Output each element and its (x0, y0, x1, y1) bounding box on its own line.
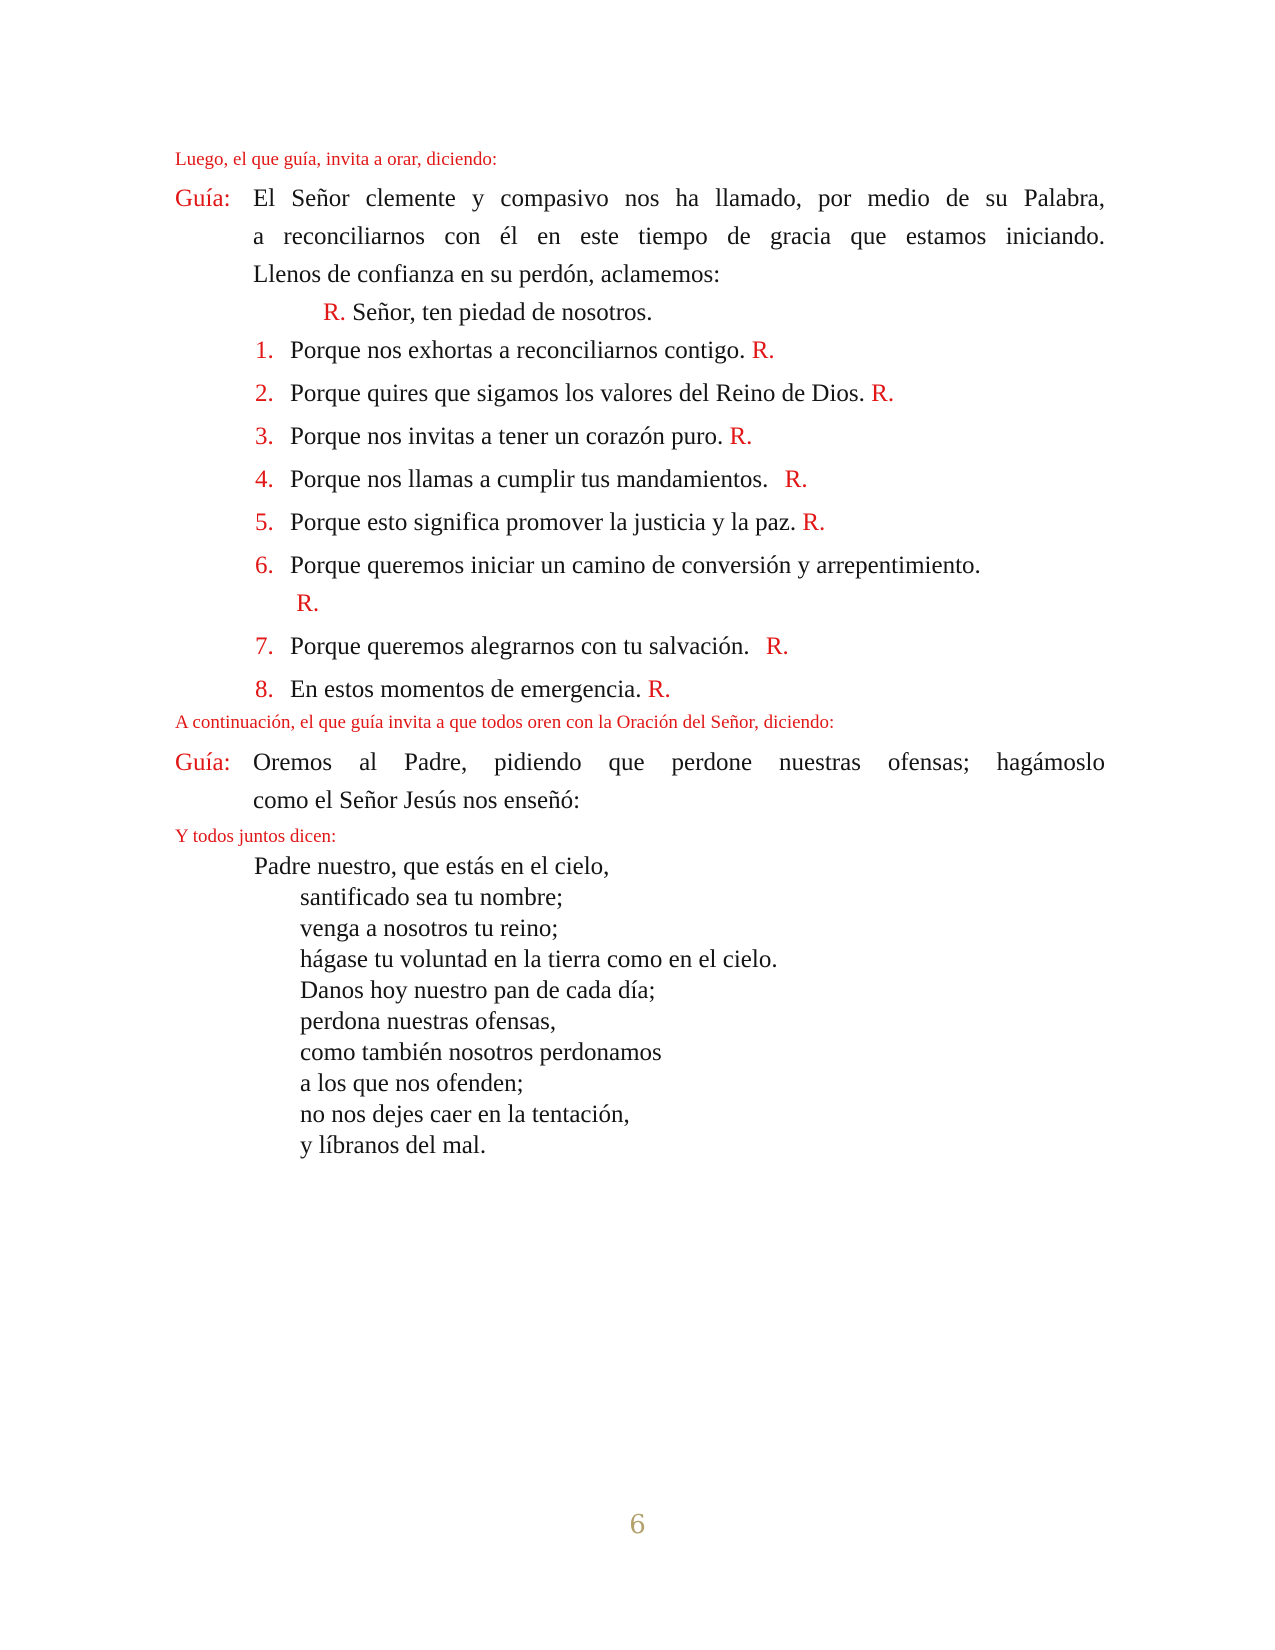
litany-item-number: 1. (255, 337, 274, 364)
litany-item-number: 3. (255, 423, 274, 450)
litany-item-text: Porque nos invitas a tener un corazón puro. (290, 423, 724, 450)
prayer-line: a los que nos ofenden; (300, 1070, 524, 1097)
prayer-line: Padre nuestro, que estás en el cielo, (254, 853, 610, 880)
litany-item-text: Porque nos llamas a cumplir tus mandamientos. (290, 466, 769, 493)
litany-item-text: Porque queremos alegrarnos con tu salvación. (290, 633, 750, 660)
paragraph-line (175, 744, 1105, 782)
prayer-line: como también nosotros perdonamos (300, 1039, 662, 1066)
paragraph-line: a reconciliarnos con él en este tiempo de gracia que estamos iniciando. (253, 223, 1105, 250)
response-text: Señor, ten piedad de nosotros. (352, 299, 653, 326)
litany-item-number: 4. (255, 466, 274, 493)
litany-item (175, 332, 1105, 370)
guia-paragraph-1 (175, 180, 1105, 294)
litany-item (175, 504, 1105, 542)
litany-item-number: 2. (255, 380, 274, 407)
acclamation-response-line (323, 294, 1105, 332)
litany-response-mark: R. (745, 337, 775, 364)
guia-text: El Señor clemente y compasivo nos ha llamado, por medio de su Palabra, (253, 185, 1105, 212)
prayer-line: no nos dejes caer en la tentación, (300, 1101, 630, 1128)
litany-item (175, 628, 1105, 666)
litany-item-text: Porque quires que sigamos los valores del Reino de Dios. (290, 380, 865, 407)
litany-item (175, 375, 1105, 413)
litany-item (175, 671, 1105, 709)
paragraph-line (175, 180, 1105, 218)
litany-response-mark: R. (778, 466, 808, 493)
litany-item-text: Porque nos exhortas a reconciliarnos contigo. (290, 337, 746, 364)
page-number: 6 (629, 1510, 646, 1540)
prayer-line: hágase tu voluntad en la tierra como en el cielo. (300, 946, 778, 973)
litany-list (175, 332, 1105, 709)
litany-response-mark: R. (641, 676, 671, 703)
litany-item (175, 547, 1105, 623)
guia-text: Oremos al Padre, pidiendo que perdone nuestras ofensas; hagámoslo (253, 749, 1105, 776)
litany-item-text: Porque esto significa promover la justicia y la paz. (290, 509, 797, 536)
litany-item-text: Porque queremos iniciar un camino de conversión y arrepentimiento. (290, 552, 981, 579)
litany-item-number: 7. (255, 633, 274, 660)
litany-response-mark: R. (723, 423, 753, 450)
prayer-line: venga a nosotros tu reino; (300, 915, 559, 942)
guia-paragraph-2 (175, 744, 1105, 820)
guia-label: Guía: (175, 185, 231, 212)
prayer-line: Danos hoy nuestro pan de cada día; (300, 977, 656, 1004)
litany-response-mark: R. (864, 380, 895, 407)
litany-item (175, 418, 1105, 456)
litany-item-text: En estos momentos de emergencia. (290, 676, 642, 703)
rubric-lords-prayer-invitation: A continuación, el que guía invita a que todos oren con la Oración del Señor, diciendo: (175, 712, 835, 733)
paragraph-line: como el Señor Jesús nos enseñó: (253, 787, 581, 814)
lords-prayer-block (175, 851, 1105, 1161)
litany-item-number: 5. (255, 509, 274, 536)
paragraph-line: Llenos de confianza en su perdón, aclamemos: (253, 261, 721, 288)
litany-item-number: 8. (255, 676, 274, 703)
litany-item (175, 461, 1105, 499)
litany-response-mark: R. (796, 509, 826, 536)
litany-response-mark: R. (759, 633, 789, 660)
prayer-line: perdona nuestras ofensas, (300, 1008, 557, 1035)
litany-response-mark: R. (290, 590, 320, 617)
rubric-all-together-say: Y todos juntos dicen: (175, 826, 337, 847)
guia-label: Guía: (175, 749, 231, 776)
prayer-line: santificado sea tu nombre; (300, 884, 564, 911)
prayer-line: y líbranos del mal. (300, 1132, 487, 1159)
response-mark: R. (323, 299, 346, 326)
litany-item-number: 6. (255, 552, 274, 579)
rubric-invitation-to-pray: Luego, el que guía, invita a orar, diciendo: (175, 149, 498, 170)
